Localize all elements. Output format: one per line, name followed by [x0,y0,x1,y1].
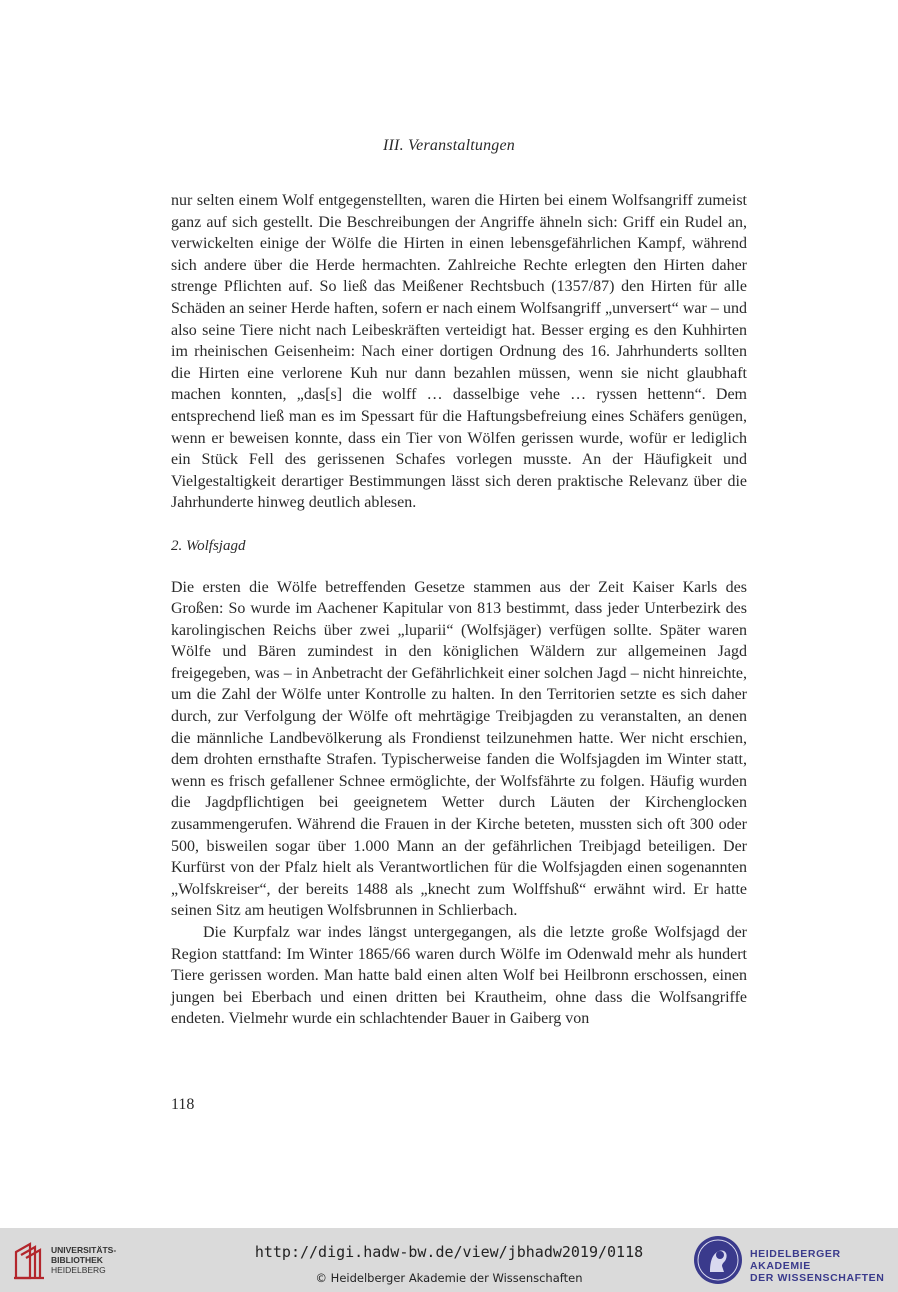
main-text [171,190,747,1030]
academy-line: HEIDELBERGER AKADEMIE [750,1248,841,1272]
paragraph: nur selten einem Wolf entgegenstellten, waren die Hirten bei einem Wolfsangriff zumeist ganz auf sich gestellt. Die Beschreibungen der Angriffe ähneln sich: Griff ein Rudel an, verwickelten einige der Wölfe die Hirten in einen lebensgefährlichen Kampf, während sich andere über die Herde hermachten. Zahlreiche Rechte erlegten den Hirten daher strenge Pflichten auf. So ließ das Meißener Rechtsbuch (1357/87) den Hirten für alle Schäden an seiner Herde haften, sofern er nach einem Wolfsangriff „unversert“ war – und also seine Tiere nicht nach Leibeskräften verteidigt hat. Besser erging es den Kuhhirten im rheinischen Geisenheim: Nach einer dortigen Ordnung des 16. Jahrhunderts sollten die Hirten eine verlorene Kuh nur dann bezahlen müssen, wenn sie nicht glaubhaft machen konnten, „das[s] die wolff … dasselbige vehe … ryssen hettenn“. Dem entsprechend ließ man es im Spessart für die Haftungsbefreiung eines Schäfers genügen, wenn er beweisen konnte, dass ein Tier von Wölfen gerissen wurde, wofür er lediglich ein Stück Fell des gerissenen Schafes vorlegen musste. An der Häufigkeit und Vielgestaltigkeit derartiger Bestimmungen lässt sich deren praktische Relevanz über die Jahrhunderte hinweg deutlich ablesen. [171,192,747,512]
page-number: 118 [171,1096,195,1113]
paragraph: Die Kurpfalz war indes längst untergegangen, als die letzte große Wolfsjagd der Region stattfand: Im Winter 1865/66 waren durch Wölfe im Odenwald mehr als hundert Tiere gerissen worden. Man hatte bald einen alten Wolf bei Heilbronn erschossen, einen jungen bei Eberbach und einen dritten bei Krautheim, ohne dass die Wolfsangriffe endeten. Vielmehr wurde ein schlachtender Bauer in Gaiberg von [171,924,747,1028]
paragraph: Die ersten die Wölfe betreffenden Gesetze stammen aus der Zeit Kaiser Karls des Großen: So wurde im Aachener Kapitular von 813 bestimmt, dass jeder Unterbezirk des karolingischen Reichs über zwei „luparii“ (Wolfsjäger) verfügen sollte. Später waren Wölfe und Bären zumindest in den königlichen Wäldern zur allgemeinen Jagd freigegeben, was – in Anbetracht der Gefährlichkeit einer solchen Jagd – nicht hinreichte, um die Zahl der Wölfe unter Kontrolle zu halten. In den Territorien setzte es sich daher durch, zur Verfolgung der Wölfe oft mehrtägige Treibjagden zu veranstalten, an denen die männliche Landbevölkerung als Frondienst teilzunehmen hatte. Wer nicht erschien, dem drohten ernsthafte Strafen. Typischerweise fanden die Wolfsjagden im Winter statt, wenn es frisch gefallener Schnee ermöglichte, der Wolfsfährte zu folgen. Häufig wurden die Jagdpflichtigen bei geeignetem Wetter durch Läuten der Kirchenglocken zusammengerufen. Während die Frauen in der Kirche beteten, mussten sich oft 300 oder 500, bisweilen sogar über 1.000 Mann an der gefährlichen Treibjagd beteiligen. Der Kurfürst von der Pfalz hielt als Verantwortlichen für die Wolfsjagden einen sogenannten „Wolfskreiser“, der bereits 1488 als „knecht zum Wolffshuß“ erwähnt wird. Er hatte seinen Sitz am heutigen Wolfsbrunnen in Schlierbach. [171,578,747,920]
academy-name [750,1248,898,1284]
library-line: UNIVERSITÄTS- [51,1245,117,1255]
academy-seal-icon [692,1234,744,1286]
section-heading: 2. Wolfsjagd [171,537,246,554]
running-head: III. Veranstaltungen [383,137,515,154]
library-line: BIBLIOTHEK [51,1255,103,1265]
copyright-notice: © Heidelberger Akademie der Wissenschaften [315,1271,583,1285]
library-line: HEIDELBERG [51,1265,106,1275]
academy-line: DER WISSENSCHAFTEN [750,1272,885,1284]
permalink-url[interactable]: http://digi.hadw-bw.de/view/jbhadw2019/0118 [254,1243,644,1261]
viewer-footer [0,1228,898,1292]
